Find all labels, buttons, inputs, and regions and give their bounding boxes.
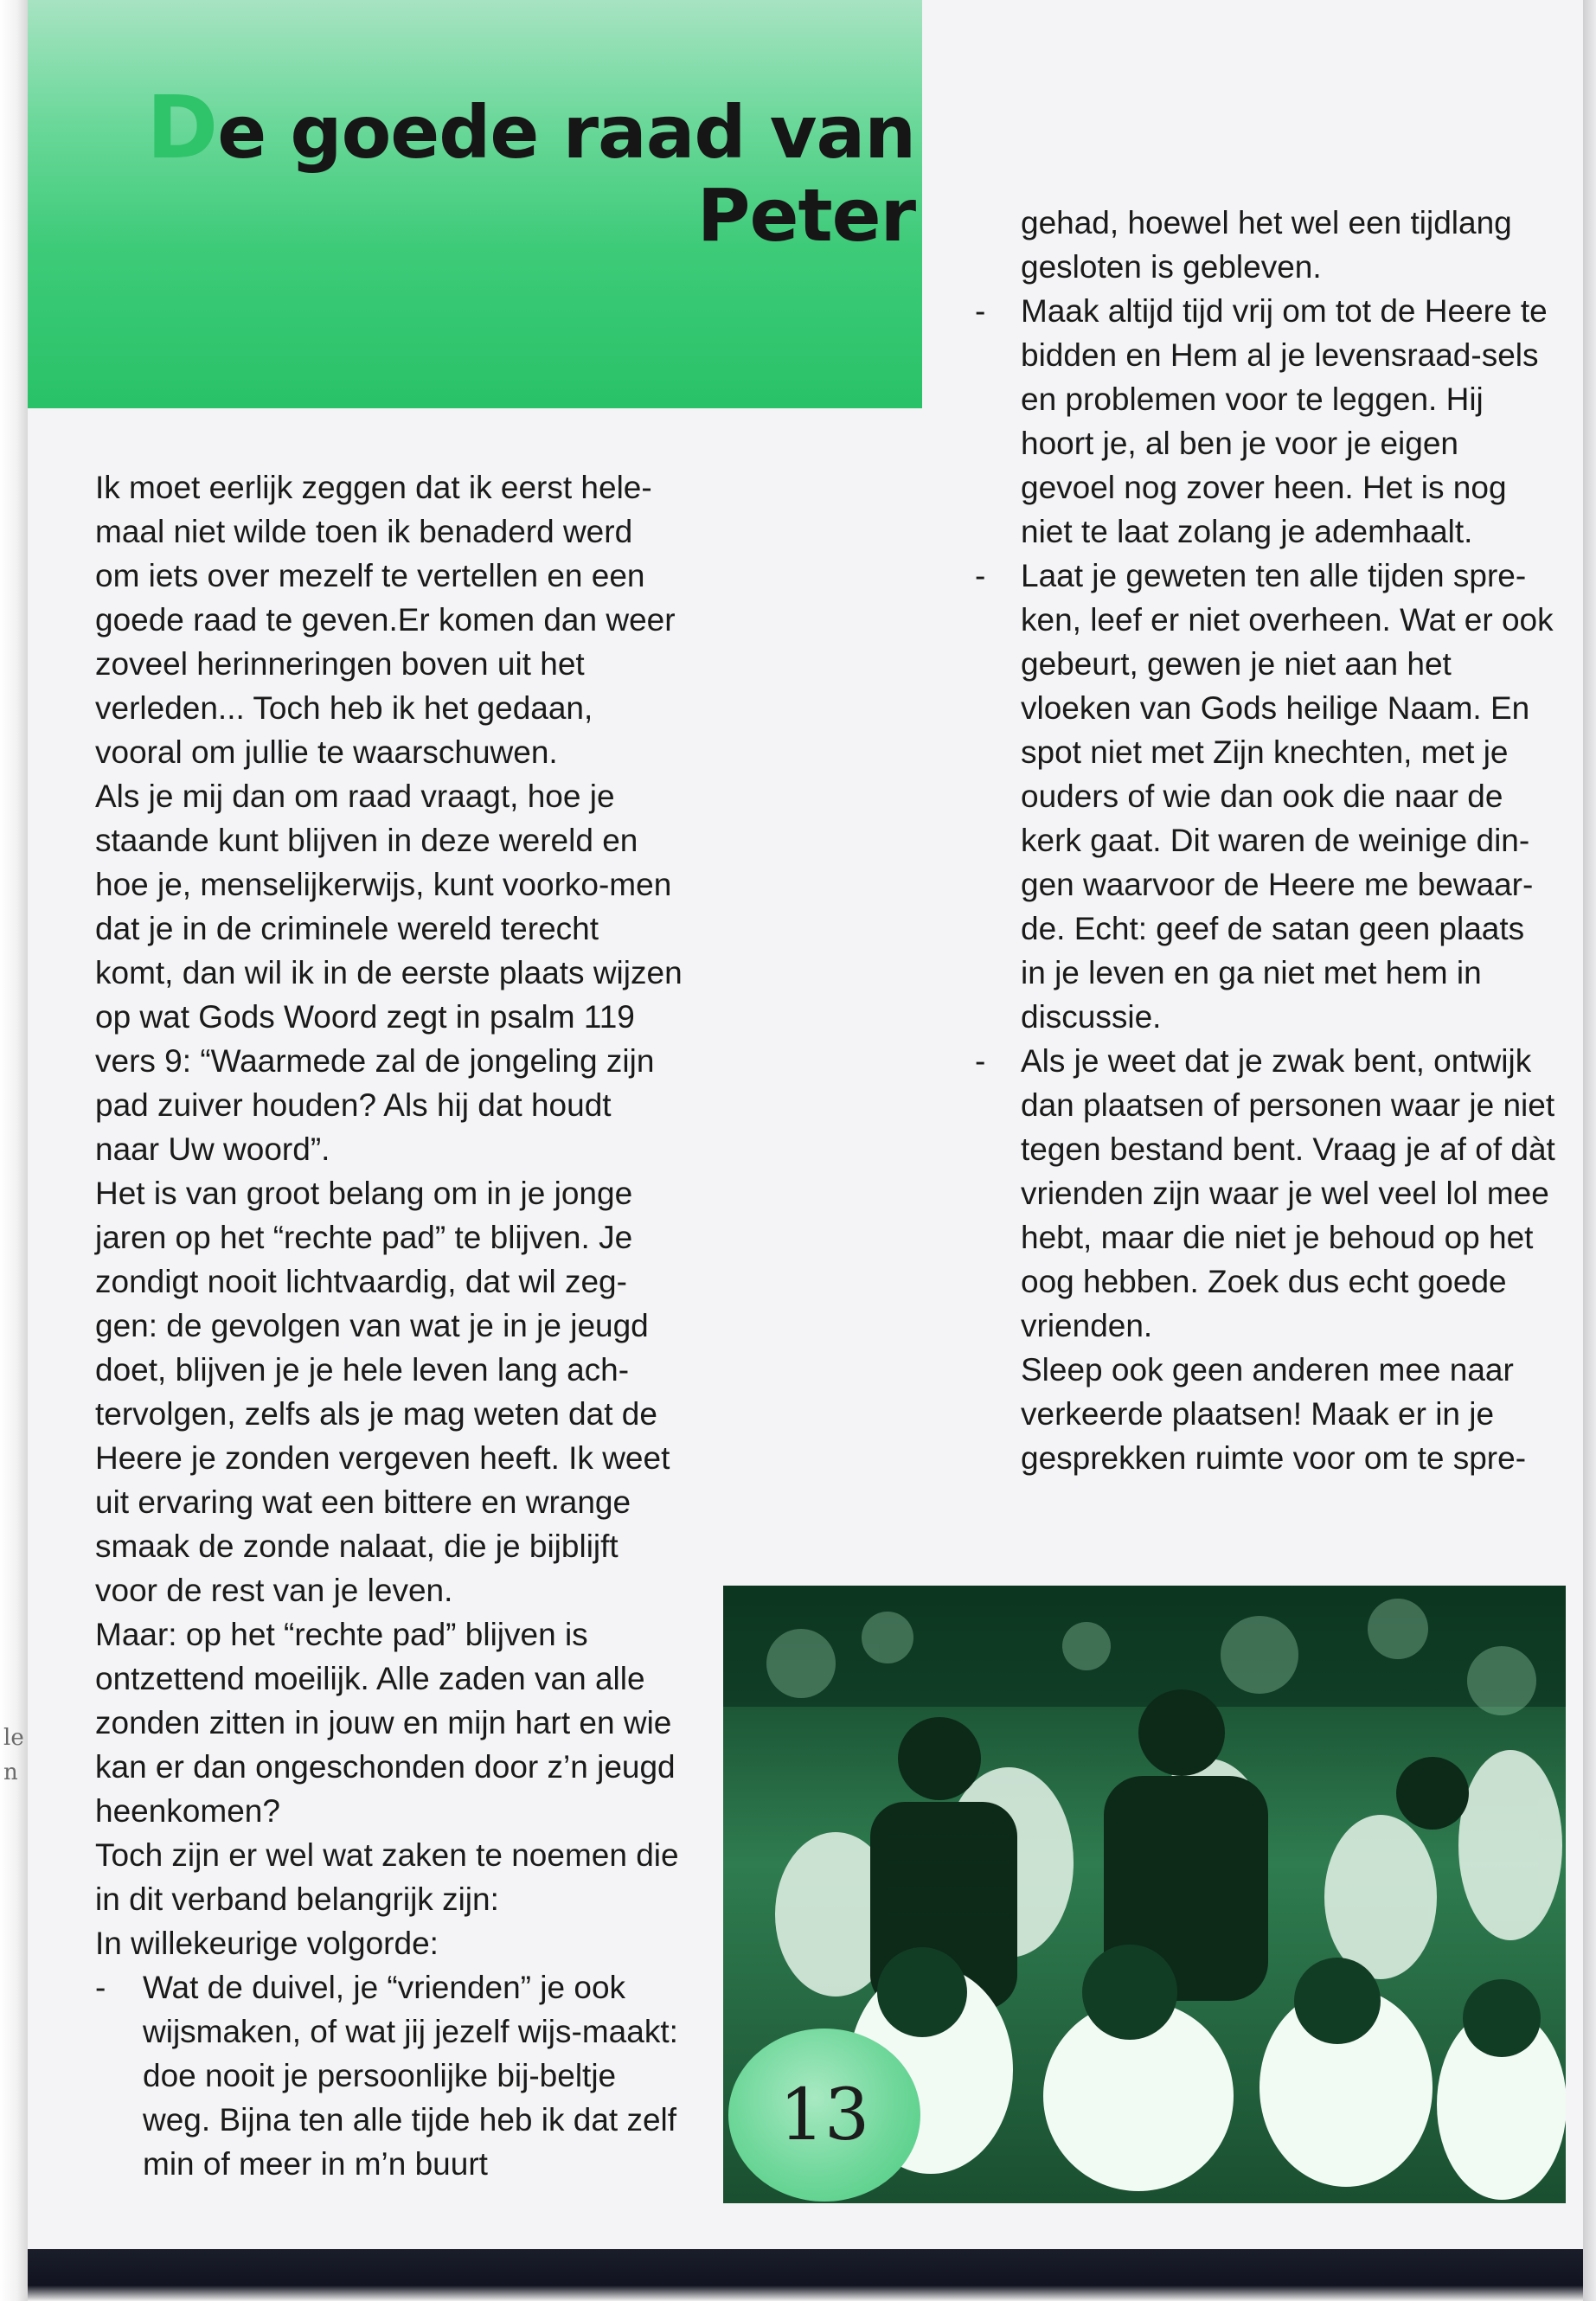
list-item-text: Als je weet dat je zwak bent, ontwijk dan plaatsen of personen waar je niet tegen bestand bent. Vraag je af of dàt vrienden zijn waar je wel veel lol mee hebt, maar die niet je behoud op het oog hebben. Zoek dus echt goede vrienden. [1021,1043,1555,1343]
paragraph: Ik moet eerlijk zeggen dat ik eerst hele-maal niet wilde toen ik benaderd werd om iets over mezelf te vertellen en een goede raad te geven.Er komen dan weer zoveel herinneringen boven uit het verleden... Toch heb ik het gedaan, vooral om jullie te waarschuwen. [95,470,676,770]
right-column [975,201,1557,1480]
paragraph: Het is van groot belang om in je jonge jaren op het “rechte pad” te blijven. Je zondigt nooit lichtvaardig, dat wil zeg-gen: de gevolgen van wat je in je jeugd doet, blijven je je hele leven lang ach-tervolgen, zelfs als je mag weten dat de Heere je zonden vergeven heeft. Ik weet uit ervaring wat een bittere en wrange smaak de zonde nalaat, die je bijblijft voor de rest van je leven. [95,1176,670,1608]
left-column [95,465,683,2186]
page-number: 13 [779,2073,870,2157]
list-item [975,1039,1557,1348]
title-line-1: e goede raad van [217,90,915,175]
bullet-dash: - [975,293,986,329]
bullet-dash: - [975,1043,986,1079]
previous-page-fragment: le [3,1725,24,1751]
bullet-dash: - [95,1970,106,2005]
article-title [146,77,915,258]
paragraph: Als je mij dan om raad vraagt, hoe je staande kunt blijven in deze wereld en hoe je, menselijkerwijs, kunt voorko-men dat je in de criminele wereld terecht komt, dan wil ik in de eerste plaats wijzen op wat Gods Woord zegt in psalm 119 vers 9: “Waarmede zal de jongeling zijn pad zuiver houden? Als hij dat houdt naar Uw woord”. [95,779,683,1167]
page-right-edge [1583,0,1596,2301]
paragraph: Maar: op het “rechte pad” blijven is ontzettend moeilijk. Alle zaden van alle zonden zitten in jouw en mijn hart en wie kan er dan ongeschonden door z’n jeugd heenkomen? [95,1617,676,1829]
list-item [95,1965,683,2186]
title-initial: D [146,77,218,178]
title-banner [28,0,922,408]
list-item-text: Laat je geweten ten alle tijden spre-ken, leef er niet overheen. Wat er ook gebeurt, gewen je niet aan het vloeken van Gods heilige Naam. En spot niet met Zijn knechten, met je ouders of wie dan ook die naar de kerk gaat. Dit waren de weinige din-gen waarvoor de Heere me bewaar-de. Echt: geef de satan geen plaats in je leven en ga niet met hem in discussie. [1021,558,1554,1035]
list-item-text: Wat de duivel, je “vrienden” je ook wijsmaken, of wat jij jezelf wijs-maakt: doe nooit je persoonlijke bij-beltje weg. Bijna ten alle tijde heb ik dat zelf min of meer in m’n buurt [143,1970,678,2182]
page-left-edge [0,0,28,2301]
closing-text: Sleep ook geen anderen mee naar verkeerde plaatsen! Maak er in je gesprekken ruimte voor om te spre- [1021,1352,1527,1476]
page-number-badge [728,2029,920,2202]
continuation-text: gehad, hoewel het wel een tijdlang gesloten is gebleven. [1021,205,1512,285]
paragraph: In willekeurige volgorde: [95,1926,439,1961]
page-bottom-band [28,2249,1583,2301]
list-item-text: Maak altijd tijd vrij om tot de Heere te bidden en Hem al je levensraad-sels en problemen voor te leggen. Hij hoort je, al ben je voor je eigen gevoel nog zover heen. Het is nog niet te laat zolang je ademhaalt. [1021,293,1548,549]
paragraph: Toch zijn er wel wat zaken te noemen die in dit verband belangrijk zijn: [95,1837,679,1917]
bullet-dash: - [975,558,986,593]
previous-page-fragment: n [3,1759,18,1785]
list-item [975,554,1557,1039]
title-line-2: Peter [696,173,915,258]
list-item [975,289,1557,554]
